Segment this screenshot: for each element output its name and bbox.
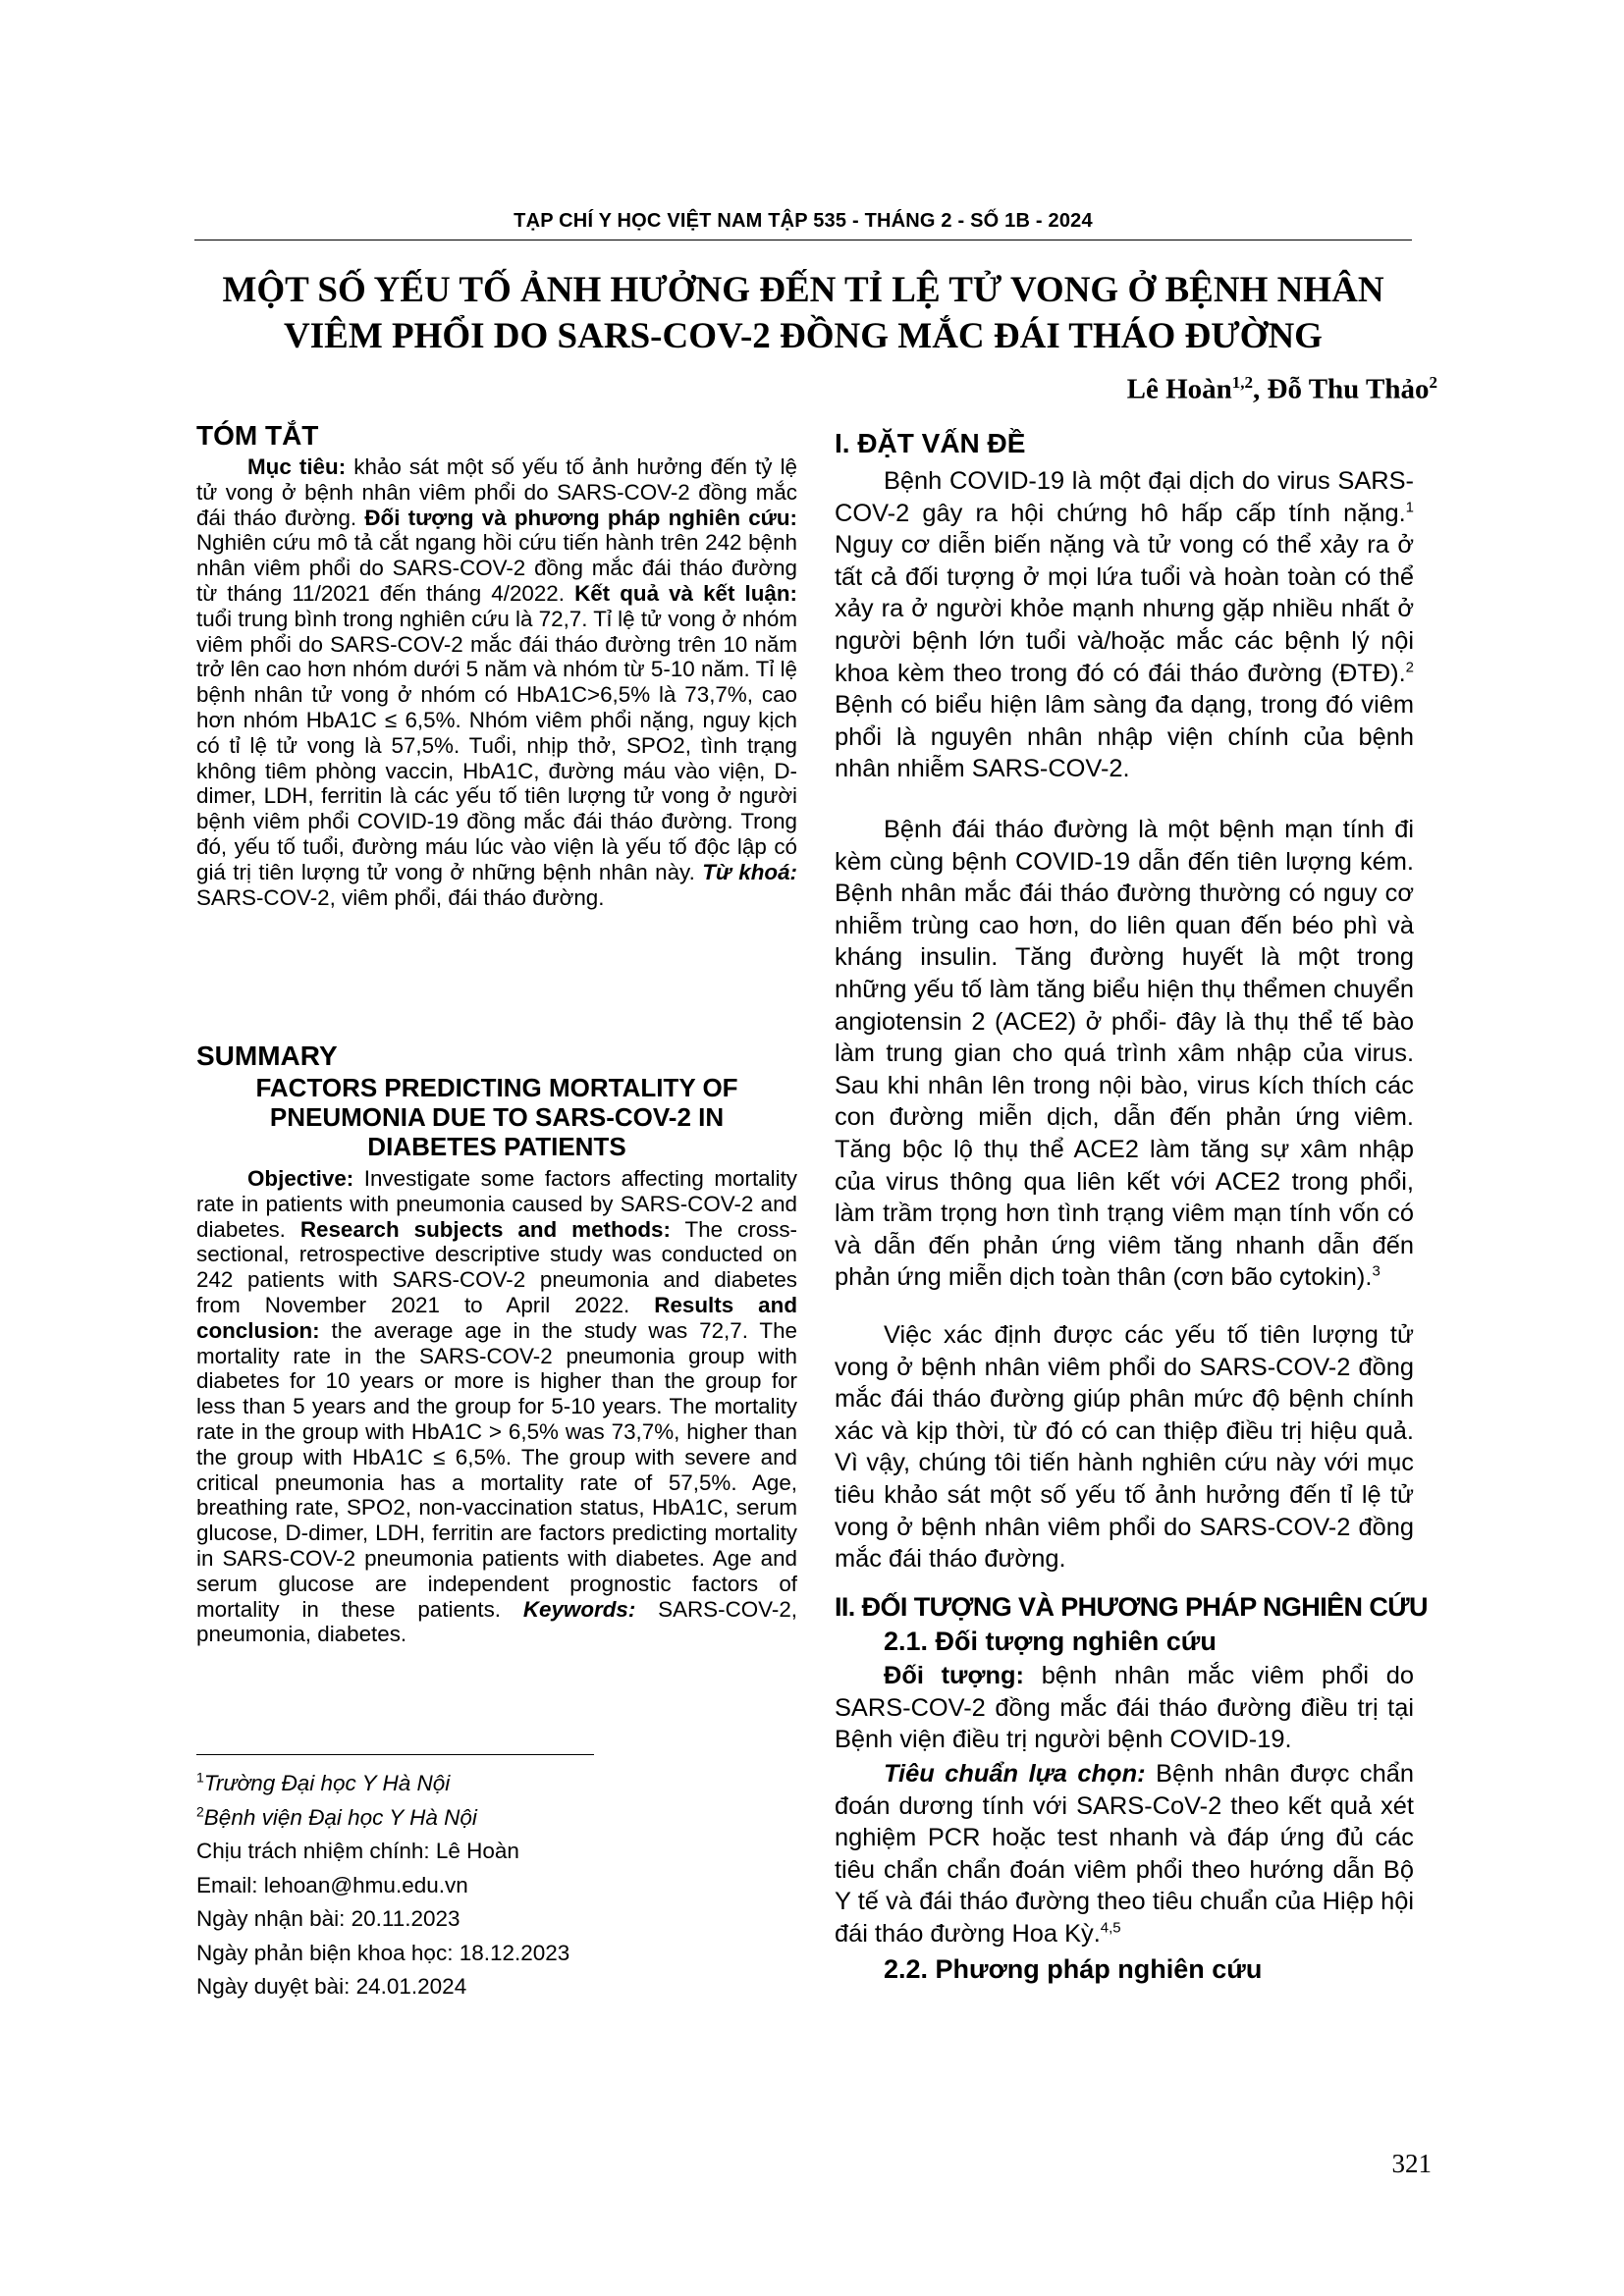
en-methods-text: The cross-sectional, retrospective descriptive study was conducted on 242 patients with SARS-COV-2 pneumonia and diabetes from November 2021 to April 2022. [196,1216,797,1317]
citation-3: 3 [1372,1262,1380,1280]
subsection-2-2-heading: 2.2. Phương pháp nghiên cứu [884,1954,1263,1984]
author-1-affiliation: 1,2 [1231,373,1254,392]
criteria-paragraph [835,1758,1414,1950]
footnote-rule [196,1754,594,1755]
section-1-paragraph-3 [835,1319,1414,1575]
s1-p1-text-c: Bệnh có biểu hiện lâm sàng đa dạng, trong đó viêm phổi là nguyên nhân nhập viện chính của bệnh nhân nhiễm SARS-COV-2. [835,691,1414,783]
en-objective-label: Objective: [247,1166,354,1191]
subjects-paragraph [835,1660,1414,1756]
citation-2: 2 [1405,659,1414,676]
subjects-text: bệnh nhân mắc viêm phổi do SARS-COV-2 đồng mắc đái tháo đường điều trị tại Bệnh viện điều trị người bệnh COVID-19. [835,1662,1414,1754]
reviewed-date: Ngày phản biện khoa học: 18.12.2023 [196,1940,570,1965]
en-methods-label: Research subjects and methods: [299,1216,671,1242]
page-number: 321 [1391,2149,1432,2178]
objective-label: Mục tiêu: [247,454,347,479]
criteria-label: Tiêu chuẩn lựa chọn: [884,1760,1146,1788]
journal-header: TẠP CHÍ Y HỌC VIỆT NAM TẬP 535 - THÁNG 2 - SỐ 1B - 2024 [514,210,1093,232]
affiliation-2 [196,1801,797,1836]
section-1-paragraph-1 [835,465,1414,785]
en-objective-text: Investigate some factors affecting mortality rate in patients with pneumonia caused by SARS-COV-2 and diabetes. [196,1166,797,1242]
responsible-author: Chịu trách nhiệm chính: Lê Hoàn [196,1839,519,1863]
summary-title [196,1073,797,1161]
citation-1: 1 [1405,499,1414,516]
affiliation-2-text: Bệnh viện Đại học Y Hà Nội [203,1804,477,1830]
abstract-vi-paragraph [196,454,797,910]
author-separator: , [1253,373,1268,405]
methods-text: Nghiên cứu mô tả cắt ngang hồi cứu tiến hành trên 242 bệnh nhân viêm phổi do SARS-COV-2 đồng mắc đái tháo đường từ tháng 11/2021 đến tháng 4/2022. [196,530,797,606]
subjects-label: Đối tượng: [884,1662,1024,1689]
criteria-text: Bệnh nhân được chẩn đoán dương tính với SARS-CoV-2 theo kết quả xét nghiệm PCR hoặc test nhanh và đáp ứng đủ các tiêu chẩn chẩn đoán viêm phổi theo hướng dẫn Bộ Y tế và đái tháo đường theo tiêu chuẩn của Hiệp hội đái tháo đường Hoa Kỳ. [835,1760,1414,1948]
author-1: Lê Hoàn [1126,373,1232,405]
subsection-2-1-heading: 2.1. Đối tượng nghiên cứu [884,1627,1217,1656]
results-label: Kết quả và kết luận: [574,580,797,606]
en-results-text: the average age in the study was 72,7. The mortality rate in the SARS-COV-2 pneumonia group with diabetes for 10 years or more is higher than the group for less than 5 years and the group for 5-10 years. The mortality rate in the group with HbA1C > 6,5% was 73,7%, higher than the group with HbA1C ≤ 6,5%. The group with severe and critical pneumonia has a mortality rate of 57,5%. Age, breathing rate, SPO2, non-vaccination status, HbA1C, serum glucose, D-dimer, LDH, ferritin are factors predicting mortality in SARS-COV-2 pneumonia patients with diabetes. Age and serum glucose are independent prognostic factors of mortality in these patients. [196,1317,797,1622]
abstract-en-paragraph [196,1166,797,1647]
author-2: Đỗ Thu Thảo [1267,373,1430,405]
summary-heading: SUMMARY [196,1041,338,1071]
affiliation-2-marker: 2 [196,1803,204,1819]
section-2-heading: II. ĐỐI TƯỢNG VÀ PHƯƠNG PHÁP NGHIÊN CỨU [835,1592,1428,1622]
s1-p1-text-a: Bệnh COVID-19 là một đại dịch do virus SARS-COV-2 gây ra hội chứng hô hấp cấp tính nặng. [835,467,1414,527]
title-line-2: VIÊM PHỔI DO SARS-COV-2 ĐỒNG MẮC ĐÁI THÁO ĐƯỜNG [284,316,1323,356]
received-date: Ngày nhận bài: 20.11.2023 [196,1906,460,1931]
title-line-1: MỘT SỐ YẾU TỐ ẢNH HƯỞNG ĐẾN TỈ LỆ TỬ VONG Ở BỆNH NHÂN [222,270,1384,310]
s1-p1-text-b: Nguy cơ diễn biến nặng và tử vong có thể xảy ra ở tất cả đối tượng ở mọi lứa tuổi và hoàn toàn có thể xảy ra ở người khỏe mạnh nhưng gặp nhiều nhất ở người bệnh lớn tuổi và/hoặc mắc các bệnh lý nội khoa kèm theo trong đó có đái tháo đường (ĐTĐ). [835,531,1414,687]
en-keywords-text: SARS-COV-2, pneumonia, diabetes. [196,1596,797,1647]
en-keywords-label: Keywords: [522,1596,636,1622]
paper-title [194,267,1412,359]
s1-p3-text: Việc xác định được các yếu tố tiên lượng tử vong ở bệnh nhân viêm phổi do SARS-COV-2 đồng mắc đái tháo đường giúp phân mức độ bệnh chính xác và kịp thời, từ đó có can thiệp điều trị hiệu quả. Vì vậy, chúng tôi tiến hành nghiên cứu này với mục tiêu khảo sát một số yếu tố ảnh hưởng đến tỉ lệ tử vong ở bệnh nhân viêm phổi do SARS-COV-2 đồng mắc đái tháo đường. [835,1321,1414,1574]
abstract-heading: TÓM TẮT [196,420,319,451]
author-2-affiliation: 2 [1429,373,1437,392]
summary-title-line-1: FACTORS PREDICTING MORTALITY OF [255,1073,738,1102]
affiliation-1-text: Trường Đại học Y Hà Nội [203,1771,451,1795]
accepted-date: Ngày duyệt bài: 24.01.2024 [196,1974,467,1999]
summary-title-line-2: PNEUMONIA DUE TO SARS-COV-2 IN [269,1102,725,1132]
citation-4-5: 4,5 [1100,1919,1121,1937]
affiliation-1 [196,1767,797,1801]
affiliation-1-marker: 1 [196,1769,204,1786]
keywords-label: Từ khoá: [702,859,797,884]
section-1-paragraph-2 [835,814,1414,1294]
footnotes [196,1767,797,2004]
results-text: tuổi trung bình trong nghiên cứu là 72,7. Tỉ lệ tử vong ở nhóm viêm phổi do SARS-COV-2 mắc đái tháo đường trên 10 năm trở lên cao hơn nhóm dưới 5 năm và nhóm từ 5-10 năm. Tỉ lệ bệnh nhân tử vong ở nhóm có HbA1C>6,5% là 73,7%, cao hơn nhóm HbA1C ≤ 6,5%. Nhóm viêm phổi nặng, nguy kịch có tỉ lệ tử vong là 57,5%. Tuổi, nhịp thở, SPO2, tình trạng không tiêm phòng vaccin, HbA1C, đường máu vào viện, D-dimer, LDH, ferritin là các yếu tố tiên lượng tử vong ở người bệnh viêm phổi COVID-19 đồng mắc đái tháo đường. Trong đó, yếu tố tuổi, đường máu lúc vào viện là yếu tố độc lập có giá trị tiên lượng tử vong ở những bệnh nhân này. [196,606,797,884]
s1-p2-text: Bệnh đái tháo đường là một bệnh mạn tính đi kèm cùng bệnh COVID-19 dẫn đến tiên lượng kém. Bệnh nhân mắc đái tháo đường thường có nguy cơ nhiễm trùng cao hơn, do liên quan đến béo phì và kháng insulin. Tăng đường huyết là một trong những yếu tố làm tăng biểu hiện thụ thểmen chuyển angiotensin 2 (ACE2) ở phổi- đây là thụ thể tế bào làm trung gian cho quá trình xâm nhập của virus. Sau khi nhân lên trong nội bào, virus kích thích các con đường miễn dịch, dẫn đến phản ứng viêm. Tăng bộc lộ thụ thể ACE2 làm tăng sự xâm nhập của virus thông qua liên kết với ACE2 trong phổi, làm trầm trọng hơn tình trạng viêm mạn tính vốn có và dẫn đến phản ứng viêm tăng nhanh dẫn đến phản ứng miễn dịch toàn thân (cơn bão cytokin). [835,816,1414,1292]
section-1-heading: I. ĐẶT VẤN ĐỀ [835,428,1026,458]
summary-title-line-3: DIABETES PATIENTS [367,1132,626,1161]
methods-label: Đối tượng và phương pháp nghiên cứu: [364,505,798,530]
objective-text: khảo sát một số yếu tố ảnh hưởng đến tỷ lệ tử vong ở bệnh nhân viêm phổi do SARS-COV-2 đồng mắc đái tháo đường. [196,454,798,530]
contact-email: Email: lehoan@hmu.edu.vn [196,1872,468,1897]
keywords-text: SARS-COV-2, viêm phổi, đái tháo đường. [196,884,605,910]
authors [1127,373,1437,406]
en-results-label: Results and conclusion: [196,1292,797,1343]
